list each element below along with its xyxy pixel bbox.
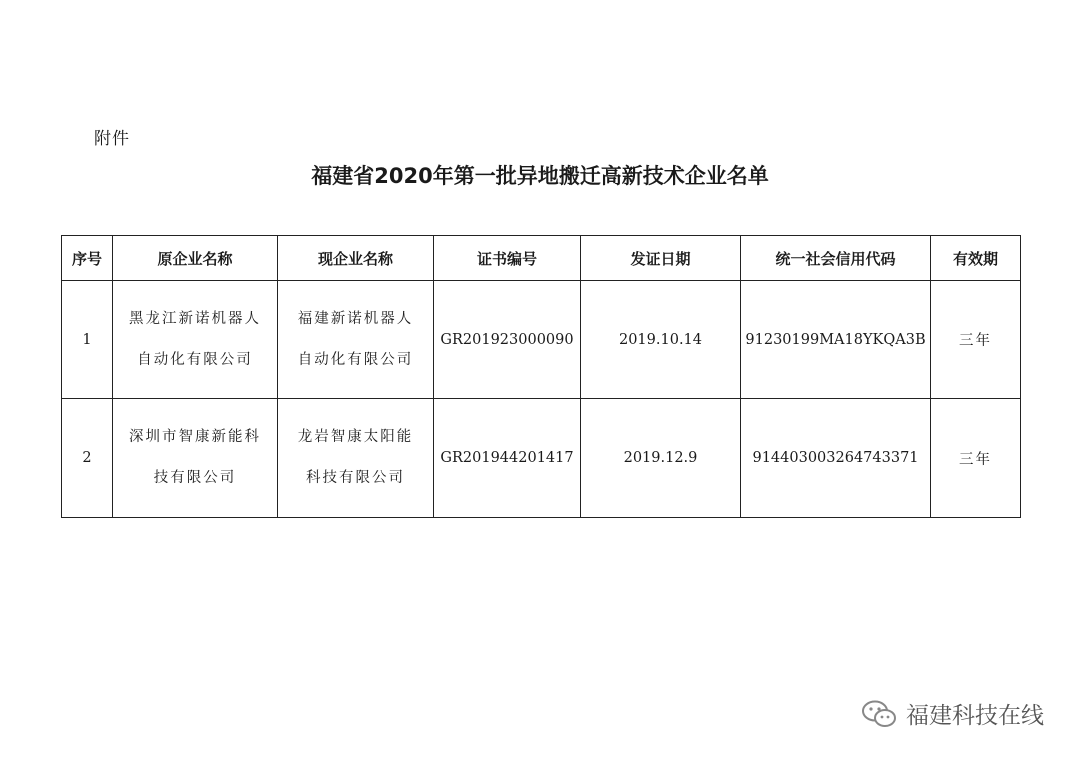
cell-credit-code: 914403003264743371 bbox=[741, 399, 931, 518]
table-header-row bbox=[62, 236, 1021, 281]
cell-cert-no: GR201944201417 bbox=[434, 399, 581, 518]
cell-credit-code: 91230199MA18YKQA3B bbox=[741, 281, 931, 399]
enterprise-table bbox=[61, 235, 1021, 518]
name-line: 技有限公司 bbox=[153, 470, 237, 486]
name-line: 自动化有限公司 bbox=[297, 351, 414, 368]
cell-current-name bbox=[278, 281, 434, 399]
table-row bbox=[62, 399, 1021, 518]
source-watermark bbox=[860, 697, 1044, 730]
header-current-name: 现企业名称 bbox=[278, 236, 434, 281]
header-cert-no: 证书编号 bbox=[434, 236, 581, 281]
cell-validity: 三年 bbox=[931, 281, 1021, 399]
header-validity: 有效期 bbox=[931, 236, 1021, 281]
header-credit-code: 统一社会信用代码 bbox=[741, 236, 931, 281]
name-line: 科技有限公司 bbox=[306, 470, 405, 486]
cell-original-name bbox=[113, 281, 278, 399]
cell-issue-date: 2019.10.14 bbox=[581, 281, 741, 399]
cell-cert-no: GR201923000090 bbox=[434, 281, 581, 399]
wechat-icon bbox=[860, 698, 898, 730]
cell-no: 2 bbox=[62, 399, 113, 518]
header-issue-date: 发证日期 bbox=[581, 236, 741, 281]
table-row bbox=[62, 281, 1021, 399]
header-original-name: 原企业名称 bbox=[113, 236, 278, 281]
name-line: 龙岩智康太阳能 bbox=[297, 429, 414, 445]
name-line: 深圳市智康新能科 bbox=[129, 429, 261, 445]
header-no: 序号 bbox=[62, 236, 113, 281]
name-line: 自动化有限公司 bbox=[137, 351, 253, 368]
name-line: 福建新诺机器人 bbox=[297, 310, 414, 327]
cell-original-name bbox=[113, 399, 278, 518]
name-line: 黑龙江新诺机器人 bbox=[129, 310, 261, 327]
cell-issue-date: 2019.12.9 bbox=[581, 399, 741, 518]
cell-validity: 三年 bbox=[931, 399, 1021, 518]
document-title: 福建省2020年第一批异地搬迁高新技术企业名单 bbox=[311, 164, 769, 188]
attachment-label: 附件 bbox=[94, 129, 130, 149]
cell-no: 1 bbox=[62, 281, 113, 399]
watermark-text: 福建科技在线 bbox=[906, 703, 1044, 729]
cell-current-name bbox=[278, 399, 434, 518]
